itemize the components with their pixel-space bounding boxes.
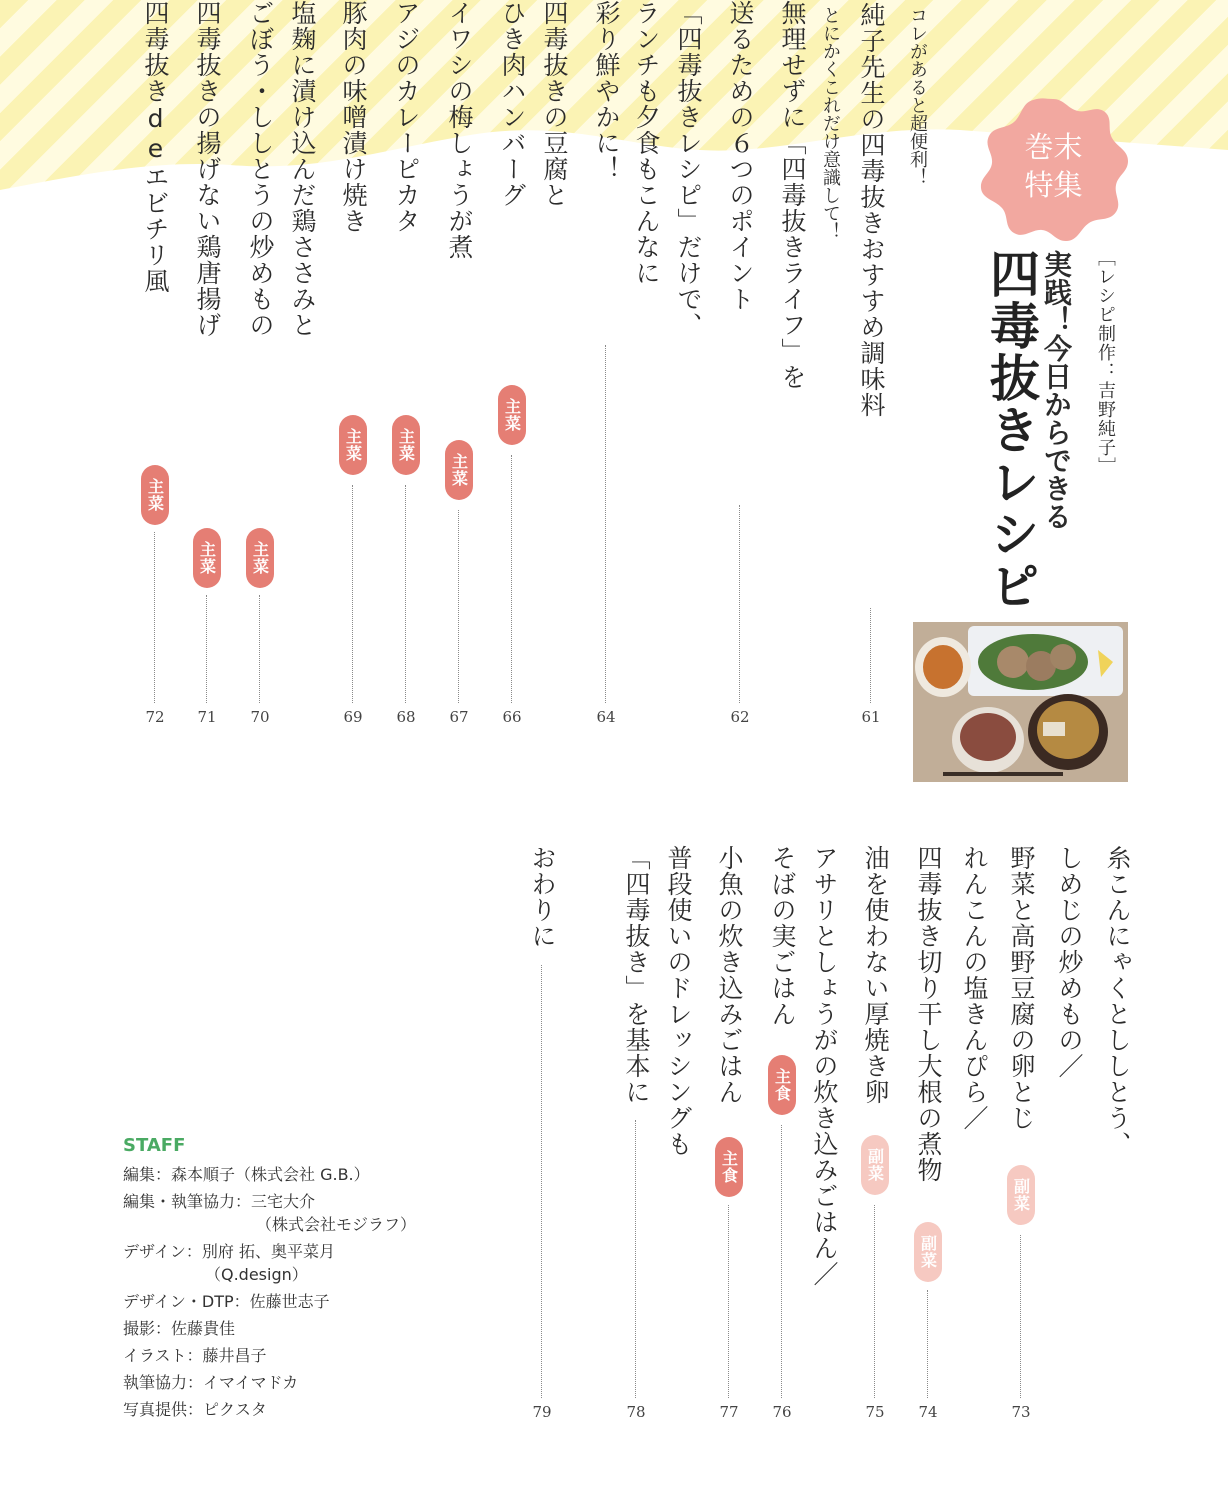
entry-title: 油を使わない厚焼き卵 <box>861 845 890 1105</box>
staff-line: 写真提供：ピクスタ <box>123 1400 267 1419</box>
page-number: 73 <box>1011 1403 1031 1421</box>
entry-title: 糸こんにゃくとししとう、 <box>1103 845 1132 1157</box>
page-number: 76 <box>772 1403 792 1421</box>
staff-line: 撮影：佐藤貴佳 <box>123 1319 236 1338</box>
toc-entry[interactable] <box>849 845 901 1435</box>
page-number: 78 <box>626 1403 646 1421</box>
recipe-credit: ［レシピ制作：吉野純子］ <box>1095 248 1116 476</box>
page-number: 67 <box>449 708 469 726</box>
side-dish-tag: 副菜 <box>861 1135 889 1195</box>
main-dish-tag: 主菜 <box>498 385 526 445</box>
entry-title: しめじの炒めもの／ <box>1055 845 1084 1079</box>
staff-heading: STAFF <box>123 1135 186 1156</box>
page-number: 61 <box>861 708 881 726</box>
staff-line: 執筆協力：イマイマドカ <box>123 1373 299 1392</box>
toc-entry[interactable] <box>486 0 569 740</box>
page-number: 79 <box>532 1403 552 1421</box>
entry-title: 四毒抜きdeエビチリ風 <box>141 0 170 294</box>
toc-entry[interactable] <box>703 845 755 1435</box>
entry-title: ごぼう・ししとうの炒めもの <box>246 0 275 338</box>
staff-line: 編集・執筆協力：三宅大介 <box>123 1192 316 1211</box>
toc-entry[interactable] <box>580 0 703 740</box>
entry-title: 「四毒抜き」を基本に <box>622 845 651 1105</box>
staff-line: デザイン・DTP：佐藤世志子 <box>123 1292 330 1311</box>
staff-line: イラスト：藤井昌子 <box>123 1346 267 1365</box>
entry-title: 小魚の炊き込みごはん <box>715 845 744 1105</box>
main-dish-tag: 主菜 <box>445 440 473 500</box>
main-dish-tag: 主菜 <box>392 415 420 475</box>
page-number: 64 <box>596 708 616 726</box>
entry-title: 純子先生の四毒抜きおすすめ調味料 <box>857 2 886 418</box>
main-dish-tag: 主菜 <box>246 528 274 588</box>
entry-title: 送るための６つのポイント <box>726 0 755 312</box>
entry-kicker: とにかくこれだけ意識して！ <box>820 6 841 240</box>
page-number: 75 <box>865 1403 885 1421</box>
staple-dish-tag: 主食 <box>715 1137 743 1197</box>
toc-entry[interactable] <box>610 845 693 1435</box>
page-number: 70 <box>250 708 270 726</box>
entry-title: 野菜と高野豆腐の卵とじ <box>1007 845 1036 1131</box>
page-number: 71 <box>197 708 217 726</box>
entry-title: 彩り鮮やかに！ <box>592 0 621 182</box>
page-number: 77 <box>719 1403 739 1421</box>
toc-entry[interactable] <box>845 0 928 740</box>
side-dish-tag: 副菜 <box>1007 1165 1035 1225</box>
page-number: 72 <box>145 708 165 726</box>
main-dish-tag: 主菜 <box>193 528 221 588</box>
toc-entry[interactable] <box>234 0 317 740</box>
main-dish-tag: 主菜 <box>141 465 169 525</box>
side-dish-tag: 副菜 <box>914 1222 942 1282</box>
entry-title: イワシの梅しょうが煮 <box>445 0 474 260</box>
toc-entry[interactable] <box>714 0 841 740</box>
main-dish-tag: 主菜 <box>339 415 367 475</box>
recipe-photo <box>913 622 1128 782</box>
entry-title: 四毒抜き切り干し大根の煮物 <box>914 845 943 1183</box>
badge-text: 巻末 特集 <box>1024 130 1083 202</box>
page-number: 68 <box>396 708 416 726</box>
staff-line: （Q.design） <box>205 1265 308 1284</box>
entry-title: 四毒抜きの豆腐と <box>540 0 569 208</box>
toc-entry[interactable] <box>995 845 1132 1435</box>
staff-line: 編集：森本順子（株式会社 G.B.） <box>123 1165 370 1184</box>
entry-title: アサリとしょうがの炊き込みごはん／ <box>810 845 839 1287</box>
feature-title: 四毒抜きレシピ <box>982 248 1040 612</box>
staff-line: デザイン：別府 拓、奥平菜月 <box>123 1242 335 1261</box>
toc-entry[interactable] <box>756 845 839 1435</box>
staple-dish-tag: 主食 <box>768 1055 796 1115</box>
toc-entry[interactable] <box>129 0 181 740</box>
entry-kicker: コレがあると超便利！ <box>907 6 928 186</box>
entry-title: 塩麹に漬け込んだ鶏ささみと <box>288 0 317 338</box>
staff-credits <box>123 1132 416 1423</box>
entry-title: おわりに <box>528 845 557 949</box>
toc-entry[interactable] <box>902 845 989 1435</box>
entry-title: 豚肉の味噌漬け焼き <box>339 0 368 234</box>
page-number: 69 <box>343 708 363 726</box>
toc-entry[interactable] <box>516 845 568 1435</box>
toc-entry[interactable] <box>181 0 233 740</box>
entry-title: そばの実ごはん <box>768 845 797 1027</box>
entry-title: 四毒抜きの揚げない鶏唐揚げ <box>193 0 222 338</box>
entry-title: れんこんの塩きんぴら／ <box>960 845 989 1131</box>
feature-subtitle: 実践！今日からできる <box>1040 250 1073 530</box>
toc-entry[interactable] <box>380 0 432 740</box>
staff-line: （株式会社モジラフ） <box>256 1215 417 1234</box>
entry-title: 無理せずに「四毒抜きライフ」を <box>778 0 807 390</box>
entry-title: 「四毒抜きレシピ」だけで、 <box>674 0 703 338</box>
entry-title: ひき肉ハンバーグ <box>498 0 527 208</box>
entry-title: アジのカレーピカタ <box>392 0 421 234</box>
page-number: 74 <box>918 1403 938 1421</box>
toc-entry[interactable] <box>433 0 485 740</box>
page-number: 62 <box>730 708 750 726</box>
page-number: 66 <box>502 708 522 726</box>
entry-title: 普段使いのドレッシングも <box>664 845 693 1157</box>
entry-title: ランチも夕食もこんなに <box>632 0 661 286</box>
toc-entry[interactable] <box>327 0 379 740</box>
